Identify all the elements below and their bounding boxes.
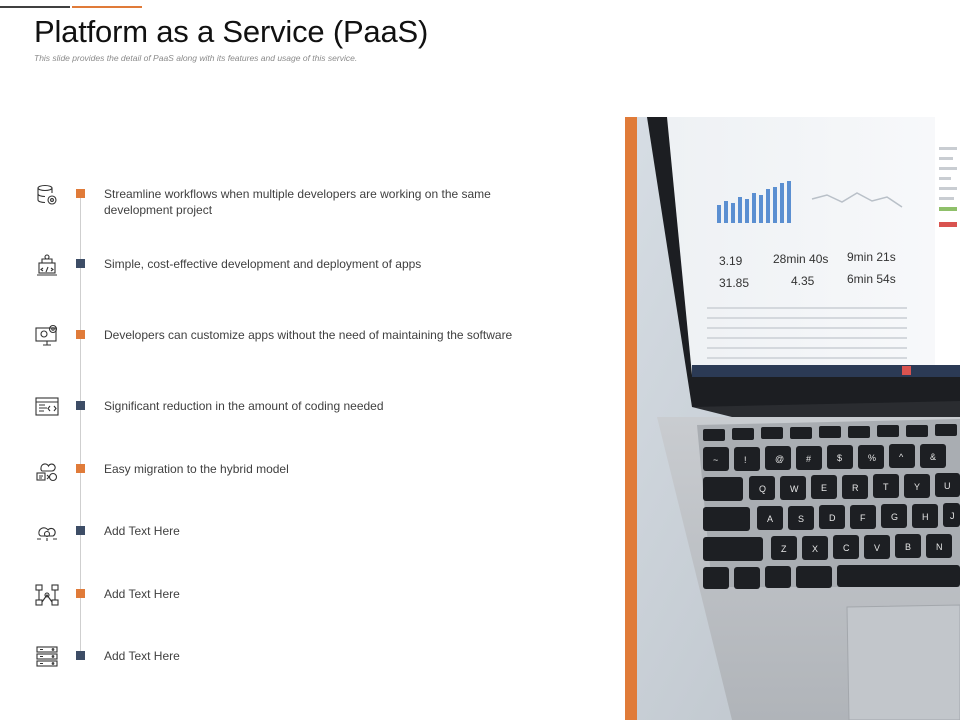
screen-stat: 6min 54s (847, 272, 896, 286)
key-label: R (852, 483, 859, 493)
browser-code-icon (34, 394, 60, 420)
feature-item-2 (0, 250, 600, 290)
screen-stat: 9min 21s (847, 250, 896, 264)
key-label: T (883, 482, 889, 492)
key-label: H (922, 512, 929, 522)
timeline-marker (76, 526, 85, 535)
screen-stat: 3.19 (719, 254, 743, 268)
key-label: W (790, 484, 799, 494)
slide-subtitle: This slide provides the detail of PaaS along with its features and usage of this service. (34, 53, 358, 63)
cloud-migration-icon (34, 457, 60, 483)
coding-office-icon (34, 252, 60, 278)
key-label: Y (914, 482, 921, 492)
key-label: S (798, 514, 805, 524)
timeline-marker (76, 259, 85, 268)
server-stack-icon (34, 644, 60, 670)
slide-title: Platform as a Service (PaaS) (34, 14, 429, 49)
timeline-marker (76, 464, 85, 473)
screen-stat: 28min 40s (773, 252, 829, 266)
timeline-marker (76, 189, 85, 198)
key-label: D (829, 513, 836, 523)
top-accent-bar-orange (72, 6, 142, 8)
feature-item-5 (0, 455, 600, 495)
key-label: A (767, 514, 774, 524)
feature-text: Significant reduction in the amount of coding needed (104, 399, 384, 413)
key-label: # (806, 454, 812, 464)
key-label: % (868, 453, 877, 463)
timeline-marker (76, 401, 85, 410)
key-label: $ (837, 453, 843, 463)
network-nodes-icon (34, 582, 60, 608)
feature-text: Add Text Here (104, 524, 180, 538)
key-label: F (860, 513, 866, 523)
feature-item-1 (0, 180, 600, 220)
monitor-gear-icon (34, 323, 60, 349)
key-label: C (843, 543, 850, 553)
key-label: X (812, 544, 819, 554)
key-label: N (936, 542, 943, 552)
screen-stat: 31.85 (719, 276, 750, 290)
feature-item-3 (0, 321, 600, 361)
feature-text: Developers can customize apps without the need of maintaining the software (104, 328, 513, 342)
key-label: U (944, 481, 951, 491)
key-label: ! (744, 455, 747, 465)
key-label: J (950, 511, 955, 521)
key-label: Z (781, 544, 787, 554)
feature-item-4 (0, 392, 600, 432)
laptop-photo (637, 117, 960, 720)
photo-accent-stripe (625, 117, 637, 720)
screen-stat: 4.35 (791, 274, 815, 288)
feature-text: Add Text Here (104, 587, 180, 601)
key-label: G (891, 512, 899, 522)
key-label: ^ (899, 452, 904, 462)
feature-text: Streamline workflows when multiple developers are working on the same development project (104, 187, 491, 217)
feature-text: Add Text Here (104, 649, 180, 663)
timeline-marker (76, 651, 85, 660)
feature-item-6 (0, 517, 600, 557)
feature-text: Simple, cost-effective development and deployment of apps (104, 257, 422, 271)
key-label: ~ (713, 455, 719, 465)
timeline-marker (76, 589, 85, 598)
feature-item-8 (0, 642, 600, 682)
key-label: & (930, 452, 937, 462)
timeline-marker (76, 330, 85, 339)
database-settings-icon (34, 182, 60, 208)
feature-text: Easy migration to the hybrid model (104, 462, 289, 476)
key-label: B (905, 542, 912, 552)
key-label: @ (775, 454, 785, 464)
cloud-gear-icon (34, 519, 60, 545)
key-label: Q (759, 484, 767, 494)
top-accent-bar-dark (0, 6, 70, 8)
feature-item-7 (0, 580, 600, 620)
key-label: V (874, 543, 881, 553)
key-label: E (821, 483, 828, 493)
